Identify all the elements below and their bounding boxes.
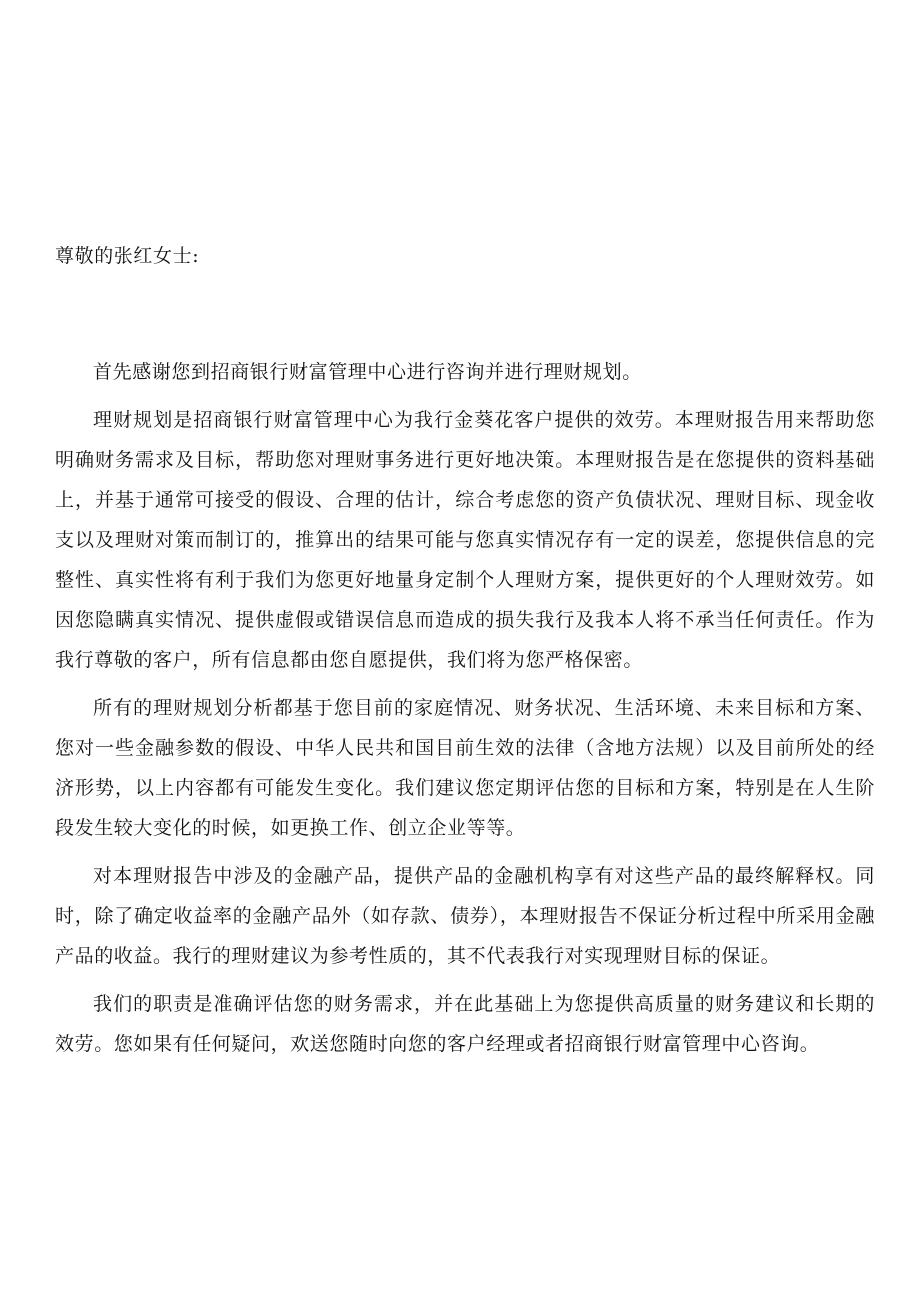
letter-body — [55, 240, 875, 1072]
paragraph-responsibility: 我们的职责是准确评估您的财务需求，并在此基础上为您提供高质量的财务建议和长期的效劳。您如果有任何疑问，欢送您随时向您的客户经理或者招商银行财富管理中心咨询。 — [55, 993, 875, 1055]
paragraph-service-description: 理财规划是招商银行财富管理中心为我行金葵花客户提供的效劳。本理财报告用来帮助您明确财务需求及目标，帮助您对理财事务进行更好地决策。本理财报告是在您提供的资料基础上，并基于通常可接受的假设、合理的估计，综合考虑您的资产负债状况、理财目标、现金收支以及理财对策而制订的，推算出的结果可能与您真实情况存有一定的误差，您提供信息的完整性、真实性将有利于我们为您更好地量身定制个人理财方案，提供更好的个人理财效劳。如因您隐瞒真实情况、提供虚假或错误信息而造成的损失我行及我本人将不承当任何责任。作为我行尊敬的客户，所有信息都由您自愿提供，我们将为您严格保密。 — [55, 409, 875, 671]
letter-paragraphs — [55, 352, 875, 1064]
paragraph-assumptions: 所有的理财规划分析都基于您目前的家庭情况、财务状况、生活环境、未来目标和方案、您对一些金融参数的假设、中华人民共和国目前生效的法律（含地方法规）以及目前所处的经济形势，以上内容都有可能发生变化。我们建议您定期评估您的目标和方案，特别是在人生阶段发生较大变化的时候，如更换工作、创立企业等等。 — [55, 697, 875, 839]
paragraph-product-disclaimer: 对本理财报告中涉及的金融产品，提供产品的金融机构享有对这些产品的最终解释权。同时，除了确定收益率的金融产品外（如存款、债券），本理财报告不保证分析过程中所采用金融产品的收益。我行的理财建议为参考性质的，其不代表我行对实现理财目标的保证。 — [55, 865, 875, 967]
paragraph-thanks: 首先感谢您到招商银行财富管理中心进行咨询并进行理财规划。 — [93, 361, 642, 383]
salutation: 尊敬的张红女士: — [55, 245, 200, 267]
